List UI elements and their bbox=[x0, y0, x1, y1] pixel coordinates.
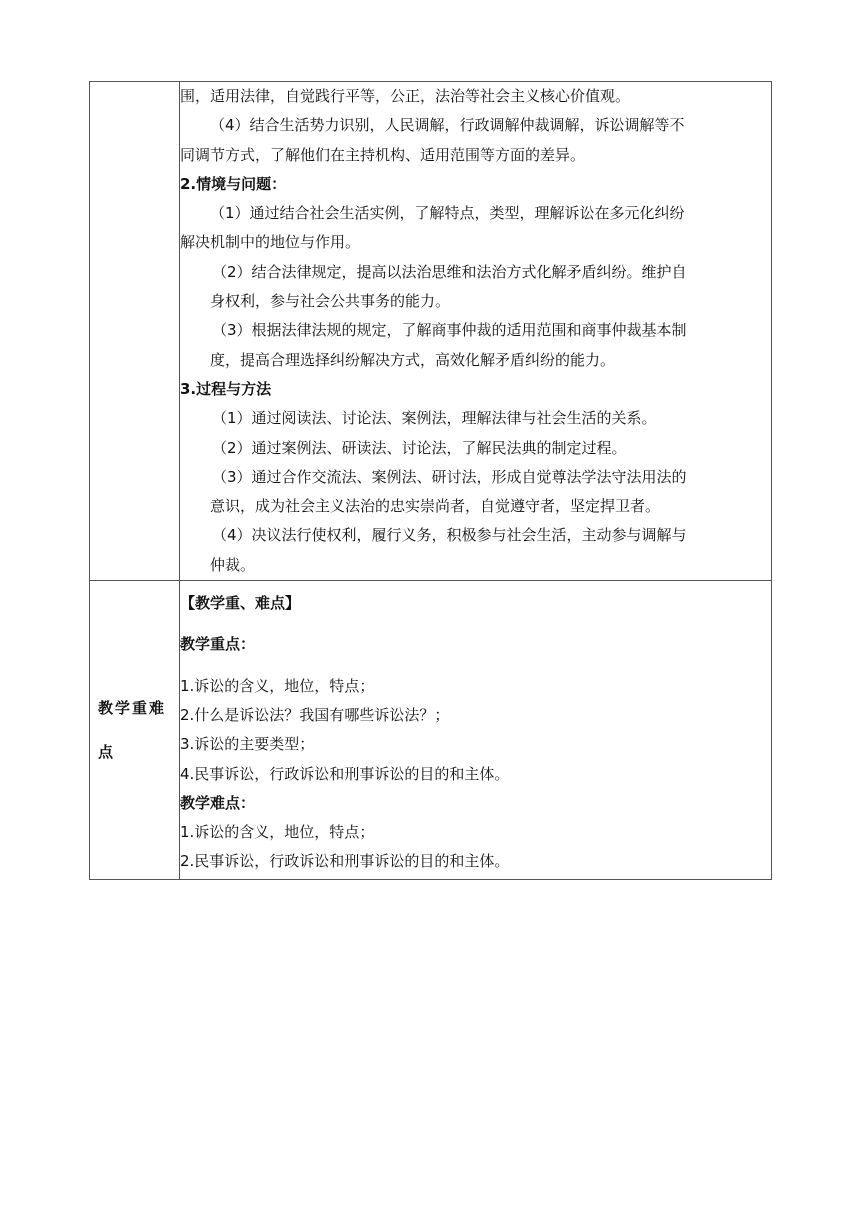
objective-line: 意识，成为社会主义法治的忠实崇尚者，自觉遵守者，坚定捍卫者。 bbox=[210, 497, 661, 516]
difficult-point-item: 2.民事诉讼，行政诉讼和刑事诉讼的目的和主体。 bbox=[180, 852, 510, 871]
lesson-plan-table bbox=[89, 81, 772, 880]
key-points-content-cell bbox=[180, 581, 772, 880]
objective-line: 解决机制中的地位与作用。 bbox=[180, 233, 361, 252]
key-points-title: 教学重点： bbox=[180, 635, 256, 654]
row-label-line: 点 bbox=[98, 742, 116, 761]
key-point-item: 1.诉讼的含义，地位，特点； bbox=[180, 676, 375, 695]
section-heading: 3.过程与方法 bbox=[180, 379, 272, 398]
objective-line: 仲裁。 bbox=[210, 555, 256, 574]
key-point-item: 4.民事诉讼，行政诉讼和刑事诉讼的目的和主体。 bbox=[180, 764, 510, 783]
section-heading: 2.情境与问题： bbox=[180, 174, 287, 193]
objective-line: 同调节方式，了解他们在主持机构、适用范围等方面的差异。 bbox=[180, 145, 586, 164]
section-title: 【教学重、难点】 bbox=[180, 594, 301, 613]
difficult-points-title: 教学难点： bbox=[180, 793, 256, 812]
key-point-item: 2.什么是诉讼法？我国有哪些诉讼法？； bbox=[180, 705, 450, 724]
objective-line: 身权利，参与社会公共事务的能力。 bbox=[210, 292, 451, 311]
row-label bbox=[90, 686, 179, 774]
objective-line: 围，适用法律，自觉践行平等，公正，法治等社会主义核心价值观。 bbox=[180, 87, 631, 105]
objective-line: （1）通过结合社会生活实例，了解特点，类型，理解诉讼在多元化纠纷 bbox=[210, 204, 685, 223]
objectives-row bbox=[90, 82, 772, 581]
objectives-label-cell bbox=[90, 82, 180, 581]
difficult-point-item: 1.诉讼的含义，地位，特点； bbox=[180, 823, 375, 842]
objectives-content-cell bbox=[180, 82, 772, 581]
objective-line: （3）通过合作交流法、案例法、研讨法，形成自觉尊法学法守法用法的 bbox=[212, 467, 687, 486]
objective-line: （2）结合法律规定，提高以法治思维和法治方式化解矛盾纠纷。维护自 bbox=[212, 262, 687, 281]
objective-line: 度，提高合理选择纠纷解决方式，高效化解矛盾纠纷的能力。 bbox=[210, 350, 616, 369]
objective-line: （1）通过阅读法、讨论法、案例法，理解法律与社会生活的关系。 bbox=[212, 409, 657, 428]
row-label-line: 教学重难 bbox=[98, 698, 167, 717]
key-points-row bbox=[90, 581, 772, 880]
objective-line: （4）决议法行使权利，履行义务，积极参与社会生活，主动参与调解与 bbox=[212, 526, 687, 545]
key-point-item: 3.诉讼的主要类型； bbox=[180, 735, 315, 754]
objective-line: （2）通过案例法、研读法、讨论法，了解民法典的制定过程。 bbox=[212, 438, 627, 457]
key-points-label-cell bbox=[90, 581, 180, 880]
objective-line: （3）根据法律法规的规定，了解商事仲裁的适用范围和商事仲裁基本制 bbox=[212, 321, 687, 340]
objective-line: （4）结合生活势力识别，人民调解，行政调解仲裁调解，诉讼调解等不 bbox=[210, 116, 685, 135]
